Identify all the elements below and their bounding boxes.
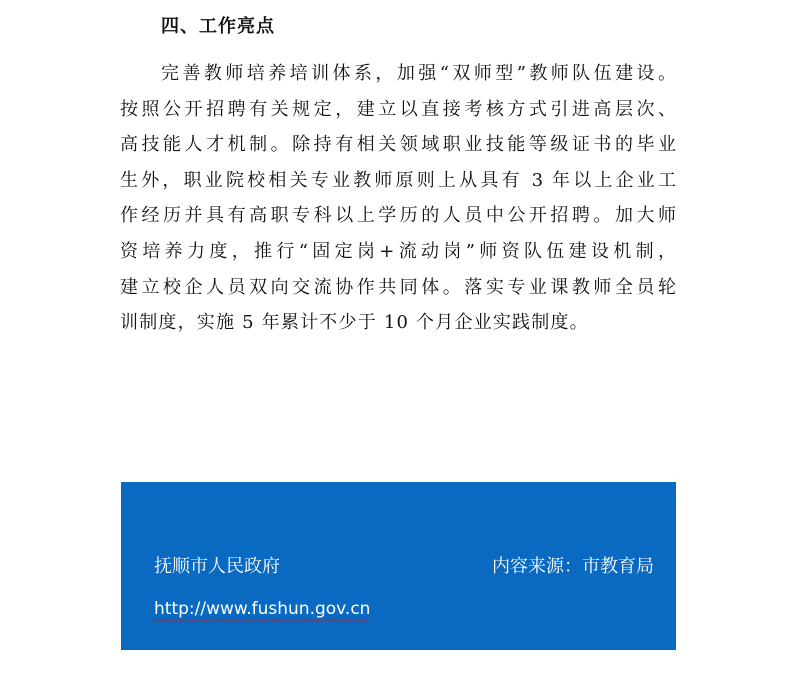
body-paragraph xyxy=(120,56,676,341)
footer-source: 内容来源：市教育局 xyxy=(492,556,654,577)
paragraph-line: 作经历并具有高职专科以上学历的人员中公开招聘。加大师 xyxy=(120,205,676,227)
footer-url-link[interactable]: http://www.fushun.gov.cn xyxy=(154,599,371,619)
paragraph-line: 资培养力度，推行“固定岗+流动岗”师资队伍建设机制， xyxy=(120,240,676,262)
section-heading: 四、工作亮点 xyxy=(161,16,275,37)
paragraph-line: 按照公开招聘有关规定，建立以直接考核方式引进高层次、 xyxy=(120,98,676,120)
paragraph-line: 生外，职业院校相关专业教师原则上从具有 3 年以上企业工 xyxy=(120,169,676,191)
paragraph-line: 高技能人才机制。除持有相关领域职业技能等级证书的毕业 xyxy=(120,134,676,156)
footer-banner xyxy=(121,482,676,650)
paragraph-line: 完善教师培养培训体系，加强“双师型”教师队伍建设。 xyxy=(161,63,676,84)
paragraph-line: 训制度，实施 5 年累计不少于 10 个月企业实践制度。 xyxy=(120,312,589,334)
paragraph-line: 建立校企人员双向交流协作共同体。落实专业课教师全员轮 xyxy=(120,276,676,298)
footer-org-name: 抚顺市人民政府 xyxy=(154,556,280,577)
